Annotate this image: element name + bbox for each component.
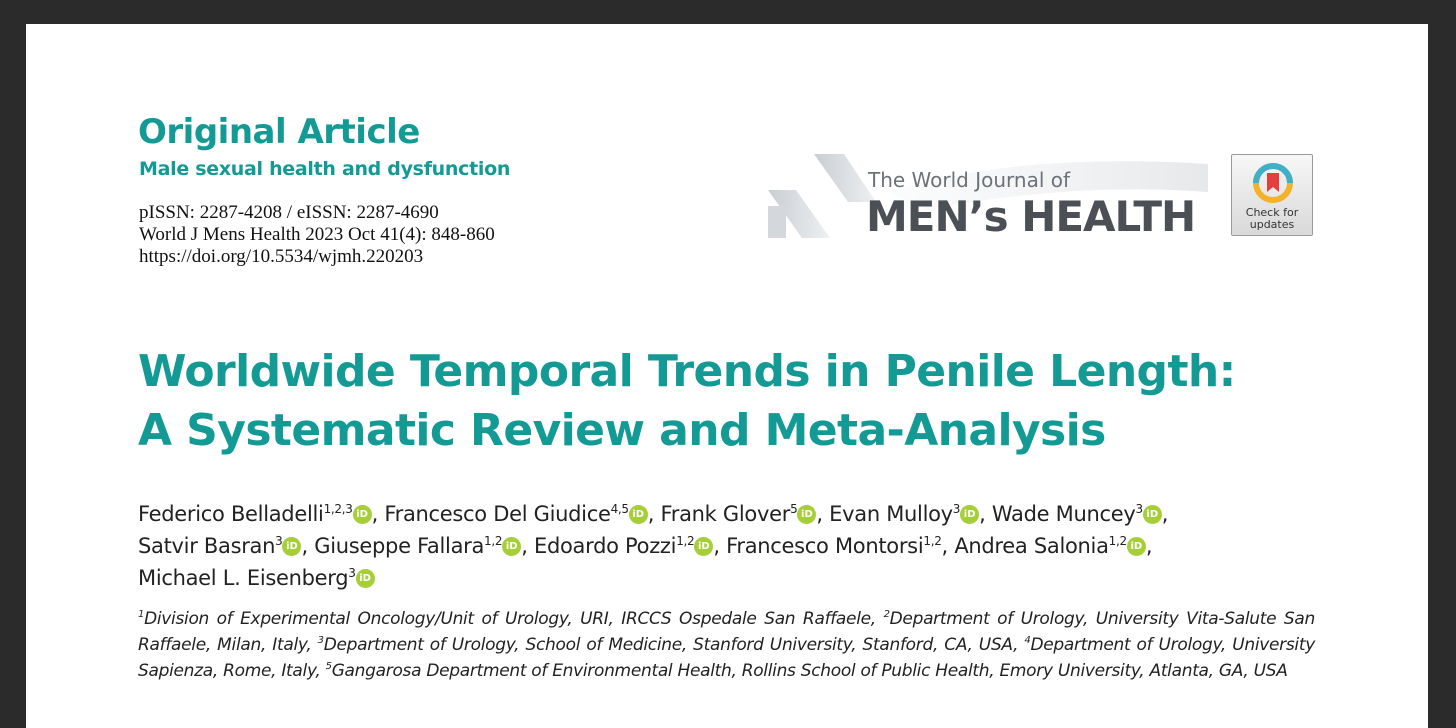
issn-line: pISSN: 2287-4208 / eISSN: 2287-4690: [139, 202, 439, 223]
author-name: Michael L. Eisenberg: [138, 566, 349, 590]
affiliation-number: 2: [883, 609, 890, 620]
author-name: Andrea Salonia: [954, 534, 1109, 558]
author-affiliation-ref: 4,5: [610, 502, 629, 516]
author-affiliation-ref: 3: [348, 566, 356, 580]
author-separator: ,: [816, 502, 830, 526]
author-separator: ,: [371, 502, 385, 526]
orcid-icon[interactable]: iD: [797, 505, 816, 524]
journal-logo: [768, 152, 1208, 242]
author-name: Francesco Del Giudice: [384, 502, 611, 526]
affiliation-number: 3: [317, 635, 324, 646]
check-updates-line1: Check for: [1245, 206, 1299, 219]
author-name: Giuseppe Fallara: [314, 534, 485, 558]
author: [384, 502, 660, 526]
affiliations: [138, 606, 1315, 684]
author-affiliation-ref: 3: [952, 502, 961, 516]
author: [138, 502, 384, 526]
author: [661, 502, 830, 526]
author-name: Edoardo Pozzi: [534, 534, 677, 558]
orcid-icon[interactable]: iD: [960, 505, 979, 524]
orcid-icon[interactable]: iD: [356, 569, 375, 588]
author: [992, 502, 1168, 526]
author-affiliation-ref: 1,2: [1108, 534, 1127, 548]
author-separator: ,: [941, 534, 955, 558]
publication-meta: [139, 202, 495, 268]
orcid-icon[interactable]: iD: [282, 537, 301, 556]
affiliation-text: Gangarosa Department of Environmental Health, Rollins School of Public Health, Emory University, Atlanta, GA, USA: [331, 661, 1288, 681]
author: [954, 534, 1152, 558]
author-affiliation-ref: 1,2: [484, 534, 503, 548]
author-name: Wade Muncey: [991, 502, 1136, 526]
affiliation-text: Department of Urology, University Vita-Salute San Raffaele, Milan, Italy,: [138, 609, 1316, 655]
orcid-icon[interactable]: iD: [353, 505, 372, 524]
affiliation-number: 5: [325, 661, 332, 672]
affiliation-number: 4: [1024, 635, 1031, 646]
author: [138, 566, 375, 590]
journal-name-line2: MEN’s HEALTH: [866, 192, 1196, 241]
article-subject: Male sexual health and dysfunction: [139, 158, 511, 180]
article-type-heading: Original Article: [138, 112, 420, 152]
author-name: Francesco Montorsi: [726, 534, 924, 558]
author-name: Federico Belladelli: [138, 502, 324, 526]
article-title: [138, 342, 1236, 460]
author-affiliation-ref: 5: [790, 502, 798, 516]
author-name: Evan Mulloy: [829, 502, 953, 526]
orcid-icon[interactable]: iD: [1143, 505, 1162, 524]
author-separator: ,: [521, 534, 534, 558]
orcid-icon[interactable]: iD: [502, 537, 521, 556]
author-affiliation-ref: 1,2: [676, 534, 695, 548]
title-line1: Worldwide Temporal Trends in Penile Length:: [138, 346, 1236, 397]
author: [314, 534, 534, 558]
orcid-icon[interactable]: iD: [629, 505, 648, 524]
orcid-icon[interactable]: iD: [1127, 537, 1146, 556]
author: [138, 534, 314, 558]
author-separator: ,: [301, 534, 315, 558]
affiliation-text: Division of Experimental Oncology/Unit of Urology, URI, IRCCS Ospedale San Raffaele,: [144, 609, 884, 629]
author-list: [138, 498, 1338, 594]
author: [726, 534, 954, 558]
title-line2: A Systematic Review and Meta-Analysis: [138, 405, 1106, 456]
author-affiliation-ref: 1,2: [923, 534, 942, 548]
affiliation-text: Department of Urology, University Sapienza, Rome, Italy,: [138, 635, 1315, 681]
author-separator: ,: [713, 534, 727, 558]
author-name: Satvir Basran: [138, 534, 276, 558]
check-updates-label: [1232, 207, 1312, 231]
affiliation-number: 1: [138, 609, 145, 620]
orcid-icon[interactable]: iD: [694, 537, 713, 556]
check-updates-line2: updates: [1249, 218, 1295, 231]
journal-name-line1: The World Journal of: [868, 168, 1071, 192]
author-affiliation-ref: 1,2,3: [323, 502, 353, 516]
citation-line: World J Mens Health 2023 Oct 41(4): 848-860: [139, 224, 495, 245]
author-separator: ,: [1161, 502, 1169, 526]
author-separator: ,: [1145, 534, 1153, 558]
doi-link[interactable]: https://doi.org/10.5534/wjmh.220203: [139, 246, 424, 267]
author-separator: ,: [647, 502, 661, 526]
author: [829, 502, 992, 526]
crossmark-icon: [1251, 161, 1295, 205]
pdf-page: [26, 24, 1428, 728]
check-for-updates-button[interactable]: [1231, 154, 1313, 236]
affiliation-text: Department of Urology, School of Medicine, Stanford University, Stanford, CA, USA,: [323, 635, 1025, 655]
author-affiliation-ref: 3: [275, 534, 283, 548]
author: [534, 534, 726, 558]
author-name: Frank Glover: [660, 502, 791, 526]
author-affiliation-ref: 3: [1135, 502, 1143, 516]
author-separator: ,: [979, 502, 992, 526]
